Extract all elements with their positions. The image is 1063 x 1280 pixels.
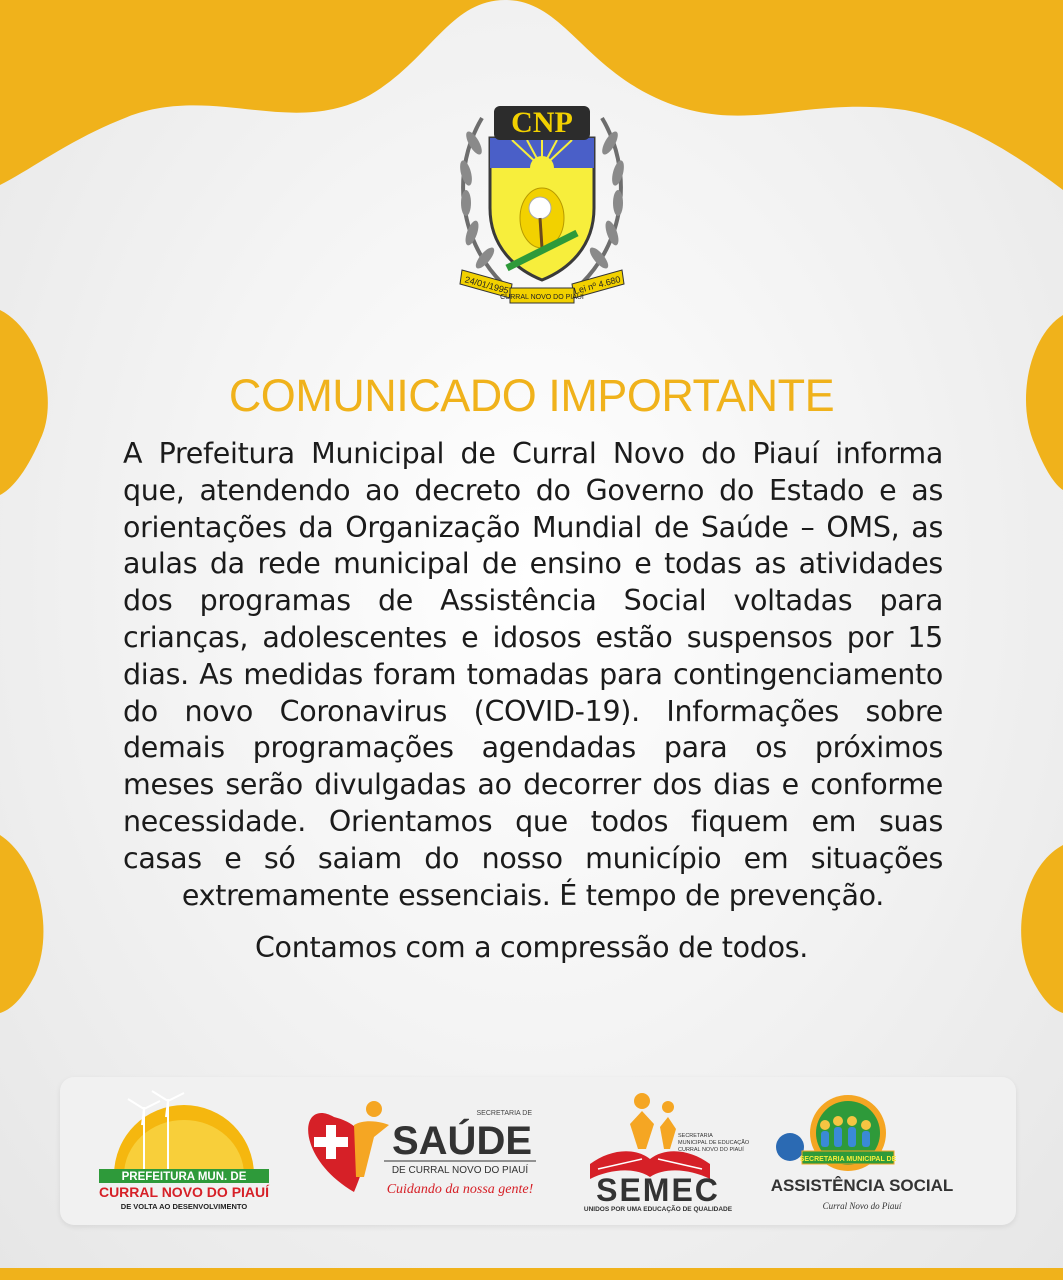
crest-date: 24/01/1995 [463,274,510,296]
notice-body: A Prefeitura Municipal de Curral Novo do Piauí informa que, atendendo ao decreto do Governo do Estado e as orientações da Organização Mundial de Saúde – OMS, as aulas da rede municipal de ensino e todas as atividades dos programas de Assistência Social voltadas para crianças, adolescentes e idosos estão suspensos por 15 dias. As medidas foram tomadas para contingenciamento do novo Coronavirus (COVID-19). Informações sobre demais programações agendadas para os próximos meses serão divulgadas ao decorrer dos dias e conforme necessidade. Orientamos que todos fiquem em suas casas e só saiam do nosso município em situações extremamente essenciais. É tempo de prevenção. [123,437,943,912]
prefeitura-line2: CURRAL NOVO DO PIAUÍ [98,1184,270,1200]
assistencia-social-logo [770,1095,960,1215]
semec-tagline: UNIDOS POR UMA EDUCAÇÃO DE QUALIDADE [583,1206,733,1213]
saude-sub: DE CURRAL NOVO DO PIAUÍ [391,1165,529,1176]
municipal-crest-logo [452,98,632,308]
prefeitura-logo [94,1087,274,1212]
saude-main: SAÚDE [391,1119,533,1163]
footer-logos-panel [60,1077,1016,1225]
semec-small3: CURRAL NOVO DO PIAUÍ [678,1147,744,1153]
crest-town-name: CURRAL NOVO DO PIAUÍ [500,294,584,301]
saude-logo [294,1097,554,1207]
prefeitura-line1: PREFEITURA MUN. DE [121,1171,247,1183]
semec-small2: MUNICIPAL DE EDUCAÇÃO [678,1140,750,1146]
bottom-accent-bar [0,1268,1063,1280]
notice-title: COMUNICADO IMPORTANTE [228,370,835,421]
semec-small1: SECRETARIA [678,1133,713,1139]
crest-law: Lei nº 4.680 [572,274,622,297]
assistencia-banner: SECRETARIA MUNICIPAL DE [799,1156,897,1163]
semec-main: SEMEC [596,1172,720,1208]
assistencia-place: Curral Novo do Piauí [822,1201,902,1211]
prefeitura-line3: DE VOLTA AO DESENVOLVIMENTO [120,1202,248,1211]
saude-tagline: Cuidando da nossa gente! [386,1182,534,1197]
crest-initials: CNP [511,106,573,139]
assistencia-main: ASSISTÊNCIA SOCIAL [770,1176,954,1195]
saude-small: SECRETARIA DE [476,1110,532,1117]
notice-closing: Contamos com a compressão de todos. [254,931,809,964]
semec-logo [580,1089,750,1214]
